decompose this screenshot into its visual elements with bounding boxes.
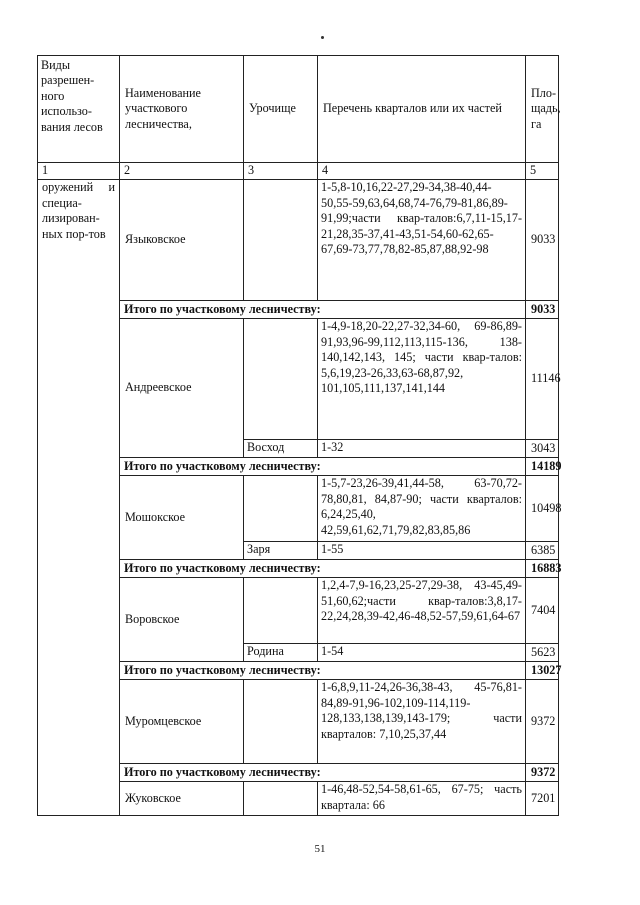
total-area: 13027 xyxy=(526,662,559,680)
area-value: 3043 xyxy=(526,440,559,458)
area-value: 7201 xyxy=(526,782,559,816)
area-value: 5623 xyxy=(526,644,559,662)
column-number: 2 xyxy=(120,163,244,180)
tract-name xyxy=(244,180,318,301)
header-area: Пло-щадь, га xyxy=(526,56,559,163)
header-quarters: Перечень кварталов или их частей xyxy=(318,56,526,163)
header-usage-type: Виды разрешен-ного использо-вания лесов xyxy=(38,56,120,163)
scan-speck xyxy=(321,36,324,39)
header-tract: Урочище xyxy=(244,56,318,163)
tract-name xyxy=(244,578,318,644)
header-forestry-name: Наименование участкового лесничества, xyxy=(120,56,244,163)
quarters-list: 1-32 xyxy=(318,440,526,458)
total-label: Итого по участковому лесничеству: xyxy=(120,662,526,680)
column-number: 4 xyxy=(318,163,526,180)
tract-name: Заря xyxy=(244,542,318,560)
tract-name xyxy=(244,680,318,764)
total-label: Итого по участковому лесничеству: xyxy=(120,764,526,782)
forestry-name: Андреевское xyxy=(120,319,244,458)
table-row xyxy=(38,180,559,301)
quarters-list: 1,2,4-7,9-16,23,25-27,29-38, 43-45,49-51,60,62;части квар-талов:3,8,17-22,24,28,39-42,46-48,52-57,59,61,64-67 xyxy=(318,578,526,644)
total-area: 9033 xyxy=(526,301,559,319)
total-label: Итого по участковому лесничеству: xyxy=(120,560,526,578)
column-number-row xyxy=(38,163,559,180)
tract-name xyxy=(244,782,318,816)
tract-name xyxy=(244,319,318,440)
forestry-name: Муромцевское xyxy=(120,680,244,764)
forest-use-table xyxy=(37,55,562,816)
column-number: 5 xyxy=(526,163,559,180)
area-value: 9033 xyxy=(526,180,559,301)
total-label: Итого по участковому лесничеству: xyxy=(120,458,526,476)
tract-name: Родина xyxy=(244,644,318,662)
page-number: 51 xyxy=(314,843,326,855)
column-number: 1 xyxy=(38,163,120,180)
area-value: 7404 xyxy=(526,578,559,644)
quarters-list: 1-6,8,9,11-24,26-36,38-43, 45-76,81-84,89-91,96-102,109-114,119-128,133,138,139,143-179; части кварталов: 7,10,25,37,44 xyxy=(318,680,526,764)
quarters-list: 1-46,48-52,54-58,61-65, 67-75; часть квартала: 66 xyxy=(318,782,526,816)
header-row xyxy=(38,56,559,163)
forestry-name: Языковское xyxy=(120,180,244,301)
tract-name xyxy=(244,476,318,542)
area-value: 9372 xyxy=(526,680,559,764)
forestry-name: Мошокское xyxy=(120,476,244,560)
forestry-name: Воровское xyxy=(120,578,244,662)
tract-name: Восход xyxy=(244,440,318,458)
total-area: 16883 xyxy=(526,560,559,578)
area-value: 10498 xyxy=(526,476,559,542)
forestry-name: Жуковское xyxy=(120,782,244,816)
quarters-list: 1-55 xyxy=(318,542,526,560)
quarters-list: 1-5,8-10,16,22-27,29-34,38-40,44-50,55-59,63,64,68,74-76,79-81,86,89-91,99;части квар-талов:6,7,11-15,17-21,28,35-37,41-43,51-54,60-62,65-67,69-73,77,78,82-85,87,88,92-98 xyxy=(318,180,526,301)
total-area: 14189 xyxy=(526,458,559,476)
total-area: 9372 xyxy=(526,764,559,782)
area-value: 11146 xyxy=(526,319,559,440)
total-label: Итого по участковому лесничеству: xyxy=(120,301,526,319)
quarters-list: 1-5,7-23,26-39,41,44-58, 63-70,72-78,80,81, 84,87-90; части кварталов: 6,24,25,40, 42,59,61,62,71,79,82,83,85,86 xyxy=(318,476,526,542)
quarters-list: 1-54 xyxy=(318,644,526,662)
usage-type-cell: оружений и специа-лизирован-ных пор-тов xyxy=(38,180,120,816)
quarters-list: 1-4,9-18,20-22,27-32,34-60, 69-86,89-91,93,96-99,112,113,115-136, 138-140,142,143, 145; части квар-талов: 5,6,19,23-26,33,63-68,87,92, 101,105,111,137,141,144 xyxy=(318,319,526,440)
area-value: 6385 xyxy=(526,542,559,560)
column-number: 3 xyxy=(244,163,318,180)
